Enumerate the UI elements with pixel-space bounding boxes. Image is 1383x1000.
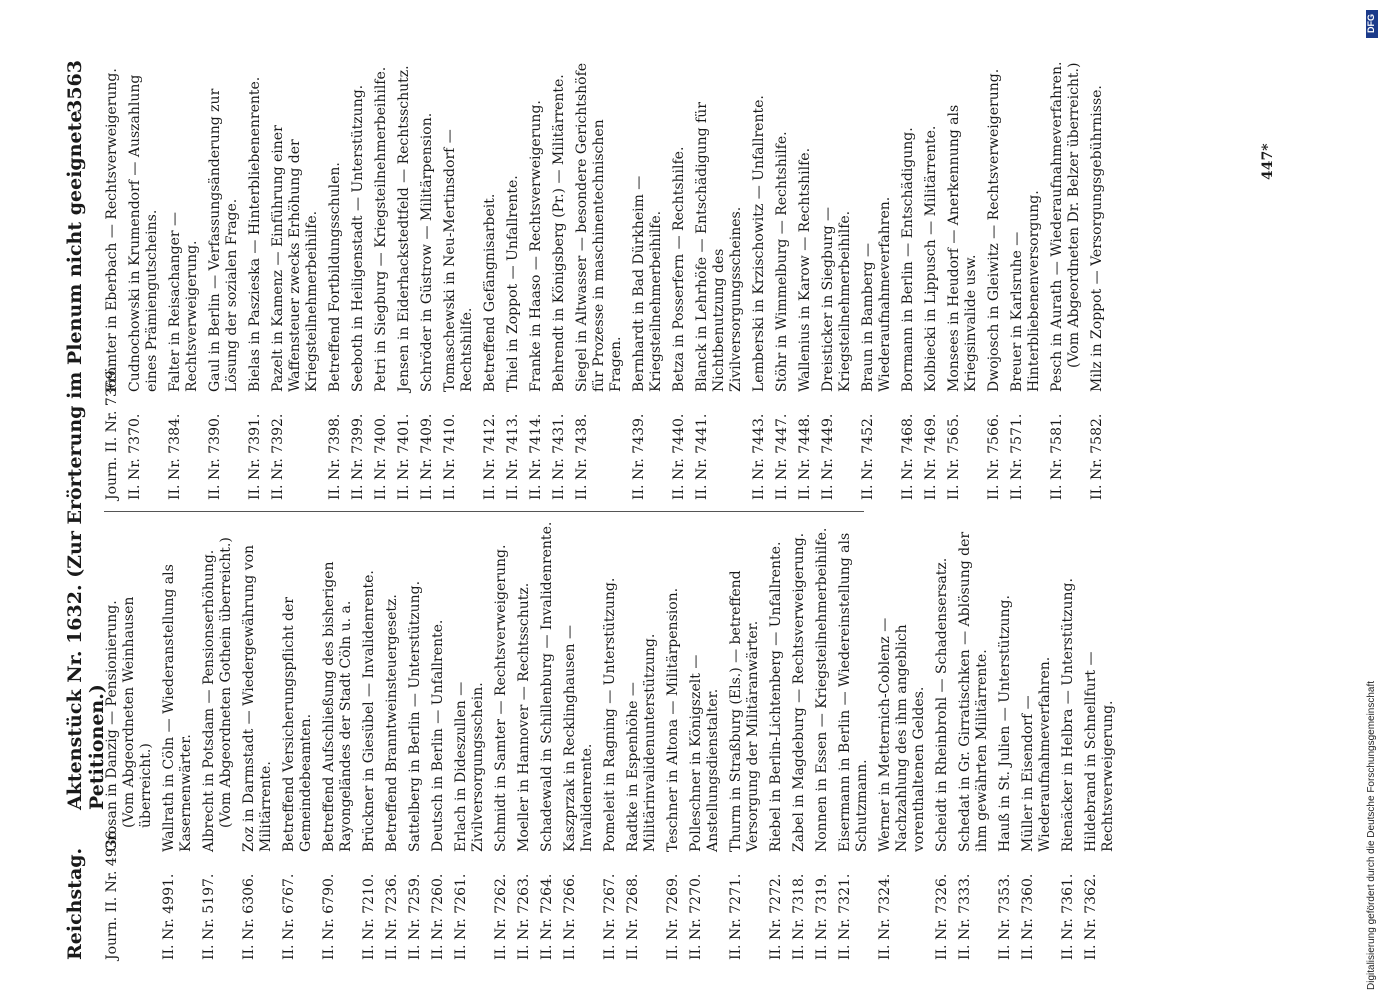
petition-number: II. Nr. 7326.	[934, 873, 950, 960]
header-reichstag: Reichstag.	[64, 847, 86, 960]
petition-entry	[321, 520, 355, 960]
petition-number: Journ. II. Nr. 4936.	[104, 825, 120, 960]
petition-text-block	[453, 520, 487, 852]
petition-text: Frömter in Eberbach — Rechtsverweigerung.	[104, 68, 120, 392]
petition-text: Braun in Bamberg — Wiederaufnahmeverfahren.	[860, 196, 893, 392]
petition-text-block	[247, 60, 264, 392]
petition-text-block	[797, 60, 814, 392]
petition-entry	[877, 520, 928, 960]
petition-number: II. Nr. 7261.	[453, 873, 469, 960]
petition-text-block	[396, 60, 413, 392]
petition-text: Betreffend Aufschließung des bisherigen Rayongeländes der Stadt Cöln u. a.	[321, 561, 354, 852]
petition-text: Tomaschewski in Neu-Mertinsdorf — Rechtshilfe.	[442, 129, 475, 392]
petition-text: Betreffend Versicherungspflicht der Gemeindebeamten.	[281, 597, 314, 852]
petition-text: Pazelt in Kamenz — Einführung einer Waffensteuer zwecks Erhöhung der Kriegsteilnehmerbeihilfe.	[270, 125, 320, 392]
petition-text: Franke in Haaso — Rechtsverweigerung.	[528, 100, 544, 392]
petition-text-block	[986, 60, 1003, 392]
petition-entry	[373, 60, 390, 500]
petition-text: Riebel in Berlin-Lichtenberg — Unfallrente.	[768, 541, 784, 852]
petition-text-block	[1020, 520, 1054, 852]
petition-text-block	[671, 60, 688, 392]
petition-text-block	[241, 520, 275, 852]
petition-entry	[442, 60, 476, 500]
petition-text: Falter in Reisachanger — Rechtsverweigerung.	[167, 211, 200, 392]
petition-number: II. Nr. 7324.	[877, 873, 893, 960]
petition-number: II. Nr. 7360.	[1020, 873, 1036, 960]
petition-text-block	[505, 60, 522, 392]
petition-entry	[127, 60, 161, 500]
petition-text: Wallenius in Karow — Rechtshilfe.	[797, 147, 813, 392]
petition-text-block	[774, 60, 791, 392]
petition-number: II. Nr. 6767.	[281, 873, 297, 960]
petition-text: Zoz in Darmstadt — Wiedergewährung von Militärrente.	[241, 544, 274, 852]
petition-entry	[539, 520, 556, 960]
petition-text: Kolbiecki in Lippusch — Militärrente.	[923, 125, 939, 392]
petition-text: Radtke in Espenhöhe — Militärinvalidenunterstützung.	[625, 633, 658, 852]
petition-text: Müller in Eisendorf — Wiederaufnahmeverfahren.	[1020, 656, 1053, 852]
petition-number: II. Nr. 7272.	[768, 873, 784, 960]
petition-text-block	[665, 520, 682, 852]
petition-text: Erlach in Dideszullen — Zivilversorgungsschein.	[453, 681, 486, 852]
petition-text-block	[373, 60, 390, 392]
petition-entry	[247, 60, 264, 500]
petition-number: II. Nr. 7413.	[505, 413, 521, 500]
petition-text-block	[694, 60, 745, 392]
header-page-number: 3563	[64, 60, 86, 113]
petition-number: II. Nr. 7410.	[442, 413, 458, 500]
petition-number: II. Nr. 6790.	[321, 873, 337, 960]
petition-number: II. Nr. 7266.	[562, 873, 578, 960]
petition-entry	[728, 520, 762, 960]
petition-text-block	[1089, 60, 1106, 392]
petition-text-block	[161, 520, 195, 852]
petition-entry	[602, 520, 619, 960]
page-mark: 447*	[1260, 143, 1276, 180]
petition-number: II. Nr. 7581.	[1049, 413, 1065, 500]
petition-entry	[631, 60, 665, 500]
petition-number: II. Nr. 7565.	[946, 413, 962, 500]
petition-text-block	[946, 60, 980, 392]
petition-number: II. Nr. 7440.	[671, 413, 687, 500]
petition-entry	[493, 520, 510, 960]
petition-text-block	[201, 520, 235, 852]
petition-entry	[167, 60, 201, 500]
petition-text: Werner in Metternich-Coblenz — Nachzahlung des ihm angeblich vorenthaltenen Geldes.	[877, 617, 927, 852]
petition-entry	[407, 520, 424, 960]
petition-number: II. Nr. 7431.	[551, 413, 567, 500]
petition-entry	[562, 520, 596, 960]
petition-text-block	[1049, 60, 1083, 392]
petition-entry	[837, 520, 871, 960]
petition-number: II. Nr. 7409.	[419, 413, 435, 500]
petition-text: Bernhardt in Bad Dürkheim — Kriegsteilnehmerbeihilfe.	[631, 175, 664, 392]
petition-number: II. Nr. 7267.	[602, 873, 618, 960]
petition-entry	[986, 60, 1003, 500]
petition-entry	[270, 60, 321, 500]
petition-entry	[751, 60, 768, 500]
left-petition-column	[104, 520, 1123, 960]
petition-text: Schadewald in Schillenburg — Invalidenrente.	[539, 521, 555, 852]
petition-entry	[665, 520, 682, 960]
petition-text: Brückner in Giesübel — Invalidenrente.	[361, 570, 377, 852]
petition-number: II. Nr. 7263.	[516, 873, 532, 960]
petition-text-block	[327, 60, 344, 392]
petition-number: II. Nr. 5197.	[201, 873, 217, 960]
petition-number: II. Nr. 7452.	[860, 413, 876, 500]
petition-entry	[671, 60, 688, 500]
petition-number: II. Nr. 7384.	[167, 413, 183, 500]
rotated-document-page	[60, 60, 1300, 960]
petition-text-block	[602, 520, 619, 852]
petition-number: II. Nr. 7400.	[373, 413, 389, 500]
petition-number: II. Nr. 7321.	[837, 873, 853, 960]
petition-entry	[860, 60, 894, 500]
petition-text: Pesch in Aurath — Wiederaufnahmeverfahren.	[1049, 61, 1065, 392]
petition-number: II. Nr. 7392.	[270, 413, 286, 500]
petition-text-block	[814, 520, 831, 852]
dfg-logo: DFG	[1366, 10, 1378, 38]
petition-text: Betza in Posserfern — Rechtshilfe.	[671, 146, 687, 392]
petition-number: II. Nr. 7259.	[407, 873, 423, 960]
petition-number: II. Nr. 7448.	[797, 413, 813, 500]
petition-entry	[797, 60, 814, 500]
petition-text: Bormann in Berlin — Entschädigung.	[900, 127, 916, 392]
petition-entry	[482, 60, 499, 500]
petition-text-block	[768, 520, 785, 852]
petition-text-block	[167, 60, 201, 392]
petition-text-block	[551, 60, 568, 392]
petition-entry	[934, 520, 951, 960]
petition-text: Dwojosch in Gleiwitz — Rechtsverweigerung.	[986, 68, 1002, 392]
petition-entry	[774, 60, 791, 500]
petition-number: Journ. II. Nr. 7369.	[104, 365, 120, 500]
petition-number: II. Nr. 7262.	[493, 873, 509, 960]
petition-text: Nonnen in Essen — Kriegsteilnehmerbeihilfe.	[814, 527, 830, 852]
petition-entry	[361, 520, 378, 960]
petition-text: Polleschner in Königszelt — Anstellungsdienstalter.	[688, 654, 721, 852]
petition-entry	[791, 520, 808, 960]
petition-text-block	[207, 60, 241, 392]
petition-number: II. Nr. 7271.	[728, 873, 744, 960]
petition-text-block	[625, 520, 659, 852]
petition-text: Jensen in Eiderhackstedtfeld — Rechtsschutz.	[396, 65, 412, 392]
petition-text-block	[127, 60, 161, 392]
petition-number: II. Nr. 7362.	[1083, 873, 1099, 960]
petition-text-block	[482, 60, 499, 392]
petition-entry	[104, 60, 121, 500]
petition-text: Albrecht in Potsdam — Pensionserhöhung.	[201, 549, 217, 852]
petition-text-block	[751, 60, 768, 392]
petition-number: II. Nr. 7469.	[923, 413, 939, 500]
petition-entry	[1020, 520, 1054, 960]
petition-text-block	[791, 520, 808, 852]
petition-entry	[625, 520, 659, 960]
petition-text: Rienäcker in Helbra — Unterstützung.	[1060, 578, 1076, 852]
petition-text-block	[539, 520, 556, 852]
petition-text: Breuer in Karlsruhe — Hinterbliebenenversorgung.	[1009, 190, 1042, 392]
petition-text-block	[1083, 520, 1117, 852]
petition-entry	[957, 520, 991, 960]
petition-entry	[396, 60, 413, 500]
petition-text-block	[820, 60, 854, 392]
petition-text: Betreffend Fortbildungsschulen.	[327, 162, 343, 392]
petition-entry	[997, 520, 1014, 960]
petition-entry	[946, 60, 980, 500]
petition-text: Wallrath in Cöln — Wiederanstellung als Kasernenwärter.	[161, 564, 194, 852]
petition-text-block	[361, 520, 378, 852]
petition-text: Milz in Zoppot — Versorgungsgebührnisse.	[1089, 85, 1105, 392]
petition-text: Petri in Siegburg — Kriegsteilnehmerbeihilfe.	[373, 66, 389, 392]
petition-number: II. Nr. 7333.	[957, 873, 973, 960]
petition-text-block	[837, 520, 871, 852]
header-title: Aktenstück Nr. 1632. (Zur Erörterung im Plenum nicht geeignete Petitionen.)	[64, 110, 108, 810]
petition-text: Siegel in Altwasser — besondere Gerichtshöfe für Prozesse in maschinentechnischen Fragen.	[574, 62, 624, 392]
petition-text: Pomeleit in Ragning — Unterstützung.	[602, 577, 618, 852]
petition-note: (Vom Abgeordneten Dr. Belzer überreicht.)	[1066, 62, 1082, 368]
petition-entry	[551, 60, 568, 500]
petition-number: II. Nr. 7269.	[665, 873, 681, 960]
petition-text-block	[104, 520, 155, 852]
petition-text: Seeboth in Heiligenstadt — Unterstützung.	[350, 84, 366, 392]
petition-number: II. Nr. 7370.	[127, 413, 143, 500]
petition-entry	[820, 60, 854, 500]
petition-text: Kaszprzak in Recklinghausen — Invalidenrente.	[562, 624, 595, 852]
petition-number: II. Nr. 7414.	[528, 413, 544, 500]
petition-number: II. Nr. 7390.	[207, 413, 223, 500]
petition-entry	[900, 60, 917, 500]
petition-entry	[505, 60, 522, 500]
petition-text: Betreffend Branntweinsteuergesetz.	[384, 594, 400, 852]
petition-text: Scheidt in Rheinbrohl — Schadensersatz.	[934, 557, 950, 852]
petition-entry	[574, 60, 625, 500]
petition-number: II. Nr. 7412.	[482, 413, 498, 500]
petition-number: II. Nr. 7319.	[814, 873, 830, 960]
petition-text-block	[321, 520, 355, 852]
petition-entry	[419, 60, 436, 500]
petition-number: II. Nr. 4991.	[161, 873, 177, 960]
petition-text-block	[1060, 520, 1077, 852]
petition-text-block	[997, 520, 1014, 852]
petition-entry	[814, 520, 831, 960]
petition-number: II. Nr. 7443.	[751, 413, 767, 500]
petition-entry	[923, 60, 940, 500]
petition-text-block	[631, 60, 665, 392]
petition-text-block	[562, 520, 596, 852]
petition-number: II. Nr. 7361.	[1060, 873, 1076, 960]
petition-note: (Vom Abgeordneten Weinhausen überreicht.)	[121, 596, 154, 828]
petition-number: II. Nr. 7210.	[361, 873, 377, 960]
petition-entry	[281, 520, 315, 960]
column-divider	[104, 511, 864, 512]
petition-text-block	[350, 60, 367, 392]
petition-text-block	[528, 60, 545, 392]
petition-text-block	[419, 60, 436, 392]
petition-text: Thurm in Straßburg (Els.) — betreffend Versorgung der Militäranwärter.	[728, 570, 761, 852]
petition-text-block	[270, 60, 321, 392]
petition-entry	[453, 520, 487, 960]
petition-text: Hildebrand in Schnellfurt — Rechtsverweigerung.	[1083, 651, 1116, 852]
petition-text-block	[877, 520, 928, 852]
petition-text-block	[516, 520, 533, 852]
petition-number: II. Nr. 7260.	[430, 873, 446, 960]
petition-entry	[207, 60, 241, 500]
petition-text-block	[442, 60, 476, 392]
petition-number: II. Nr. 7566.	[986, 413, 1002, 500]
petition-text-block	[728, 520, 762, 852]
petition-entry	[201, 520, 235, 960]
petition-number: II. Nr. 7468.	[900, 413, 916, 500]
right-petition-column	[104, 60, 1112, 500]
petition-text: Hauß in St. Julien — Unterstützung.	[997, 595, 1013, 852]
petition-number: II. Nr. 7270.	[688, 873, 704, 960]
petition-text: Eisermann in Berlin — Wiedereinstellung als Schutzmann.	[837, 532, 870, 852]
petition-note: (Vom Abgeordneten Gothein überreicht.)	[218, 537, 234, 828]
petition-number: II. Nr. 7441.	[694, 413, 710, 500]
petition-text: Sattelberg in Berlin — Unterstützung.	[407, 580, 423, 852]
petition-text: Cudnochowski in Krumendorf — Auszahlung eines Prämiengutscheins.	[127, 74, 160, 392]
petition-text-block	[104, 60, 121, 392]
petition-text: Teschner in Altona — Militärpension.	[665, 587, 681, 852]
petition-text: Schmidt in Samter — Rechtsverweigerung.	[493, 544, 509, 852]
digitization-credit: Digitalisierung gefördert durch die Deutsche Forschungsgemeinschaft	[1366, 680, 1377, 990]
petition-text-block	[384, 520, 401, 852]
petition-number: II. Nr. 7268.	[625, 873, 641, 960]
petition-text-block	[934, 520, 951, 852]
page-header	[60, 60, 108, 960]
petition-text-block	[860, 60, 894, 392]
petition-text: Dreisticker in Siegburg — Kriegsteilnehmerbeihilfe.	[820, 206, 853, 392]
petition-number: II. Nr. 7264.	[539, 873, 555, 960]
petition-text: Zabel in Magdeburg — Rechtsverweigerung.	[791, 532, 807, 852]
petition-entry	[516, 520, 533, 960]
petition-text: Bielas in Paszieska — Hinterbliebenenrente.	[247, 76, 263, 392]
petition-number: II. Nr. 7353.	[997, 873, 1013, 960]
petition-text: Betreffend Gefängnisarbeit.	[482, 193, 498, 392]
petition-number: II. Nr. 7391.	[247, 413, 263, 500]
petition-number: II. Nr. 7399.	[350, 413, 366, 500]
petition-number: II. Nr. 7449.	[820, 413, 836, 500]
petition-text: Stöhr in Wimmelburg — Rechtshilfe.	[774, 131, 790, 392]
petition-text: Moeller in Hannover — Rechtsschutz.	[516, 582, 532, 852]
petition-entry	[1089, 60, 1106, 500]
petition-text-block	[957, 520, 991, 852]
petition-number: II. Nr. 6306.	[241, 873, 257, 960]
petition-entry	[688, 520, 722, 960]
petition-entry	[104, 520, 155, 960]
petition-number: II. Nr. 7447.	[774, 413, 790, 500]
petition-text: Schedat in Gr. Girratischken — Ablösung der ihm gewährten Militärrente.	[957, 531, 990, 852]
petition-number: II. Nr. 7398.	[327, 413, 343, 500]
petition-text-block	[1009, 60, 1043, 392]
petition-text: Gaul in Berlin — Verfassungsänderung zur Lösung der sozialen Frage.	[207, 88, 240, 392]
petition-entry	[528, 60, 545, 500]
petition-text: Thiel in Zoppot — Unfallrente.	[505, 175, 521, 392]
petition-entry	[161, 520, 195, 960]
petition-entry	[350, 60, 367, 500]
petition-text: Blanck in Lehrhöfe — Entschädigung für Nichtbenutzung des Zivilversorgungsscheines.	[694, 102, 744, 392]
petition-text-block	[574, 60, 625, 392]
petition-number: II. Nr. 7582.	[1089, 413, 1105, 500]
petition-text-block	[688, 520, 722, 852]
petition-text: Schröder in Güstrow — Militärpension.	[419, 112, 435, 392]
petition-number: II. Nr. 7401.	[396, 413, 412, 500]
petition-text-block	[281, 520, 315, 852]
petition-text: Lemberski in Krzischowitz — Unfallrente.	[751, 95, 767, 392]
petition-text: Behrendt in Königsberg (Pr.) — Militärrente.	[551, 74, 567, 392]
petition-entry	[1009, 60, 1043, 500]
petition-number: II. Nr. 7438.	[574, 413, 590, 500]
petition-entry	[1083, 520, 1117, 960]
petition-entry	[327, 60, 344, 500]
petition-entry	[241, 520, 275, 960]
petition-number: II. Nr. 7439.	[631, 413, 647, 500]
petition-number: II. Nr. 7236.	[384, 873, 400, 960]
petition-entry	[768, 520, 785, 960]
petition-entry	[1049, 60, 1083, 500]
petition-text: Deutsch in Berlin — Unfallrente.	[430, 619, 446, 852]
petition-entry	[694, 60, 745, 500]
petition-text-block	[430, 520, 447, 852]
petition-entry	[430, 520, 447, 960]
petition-text-block	[900, 60, 917, 392]
petition-number: II. Nr. 7318.	[791, 873, 807, 960]
petition-entry	[384, 520, 401, 960]
petition-entry	[1060, 520, 1077, 960]
petition-text: Grosan in Danzig — Pensionierung.	[104, 600, 120, 852]
petition-text: Monsees in Heudorf — Anerkennung als Kriegsinvalide usw.	[946, 104, 979, 392]
petition-text-block	[493, 520, 510, 852]
petition-text-block	[923, 60, 940, 392]
petition-text-block	[407, 520, 424, 852]
petition-number: II. Nr. 7571.	[1009, 413, 1025, 500]
